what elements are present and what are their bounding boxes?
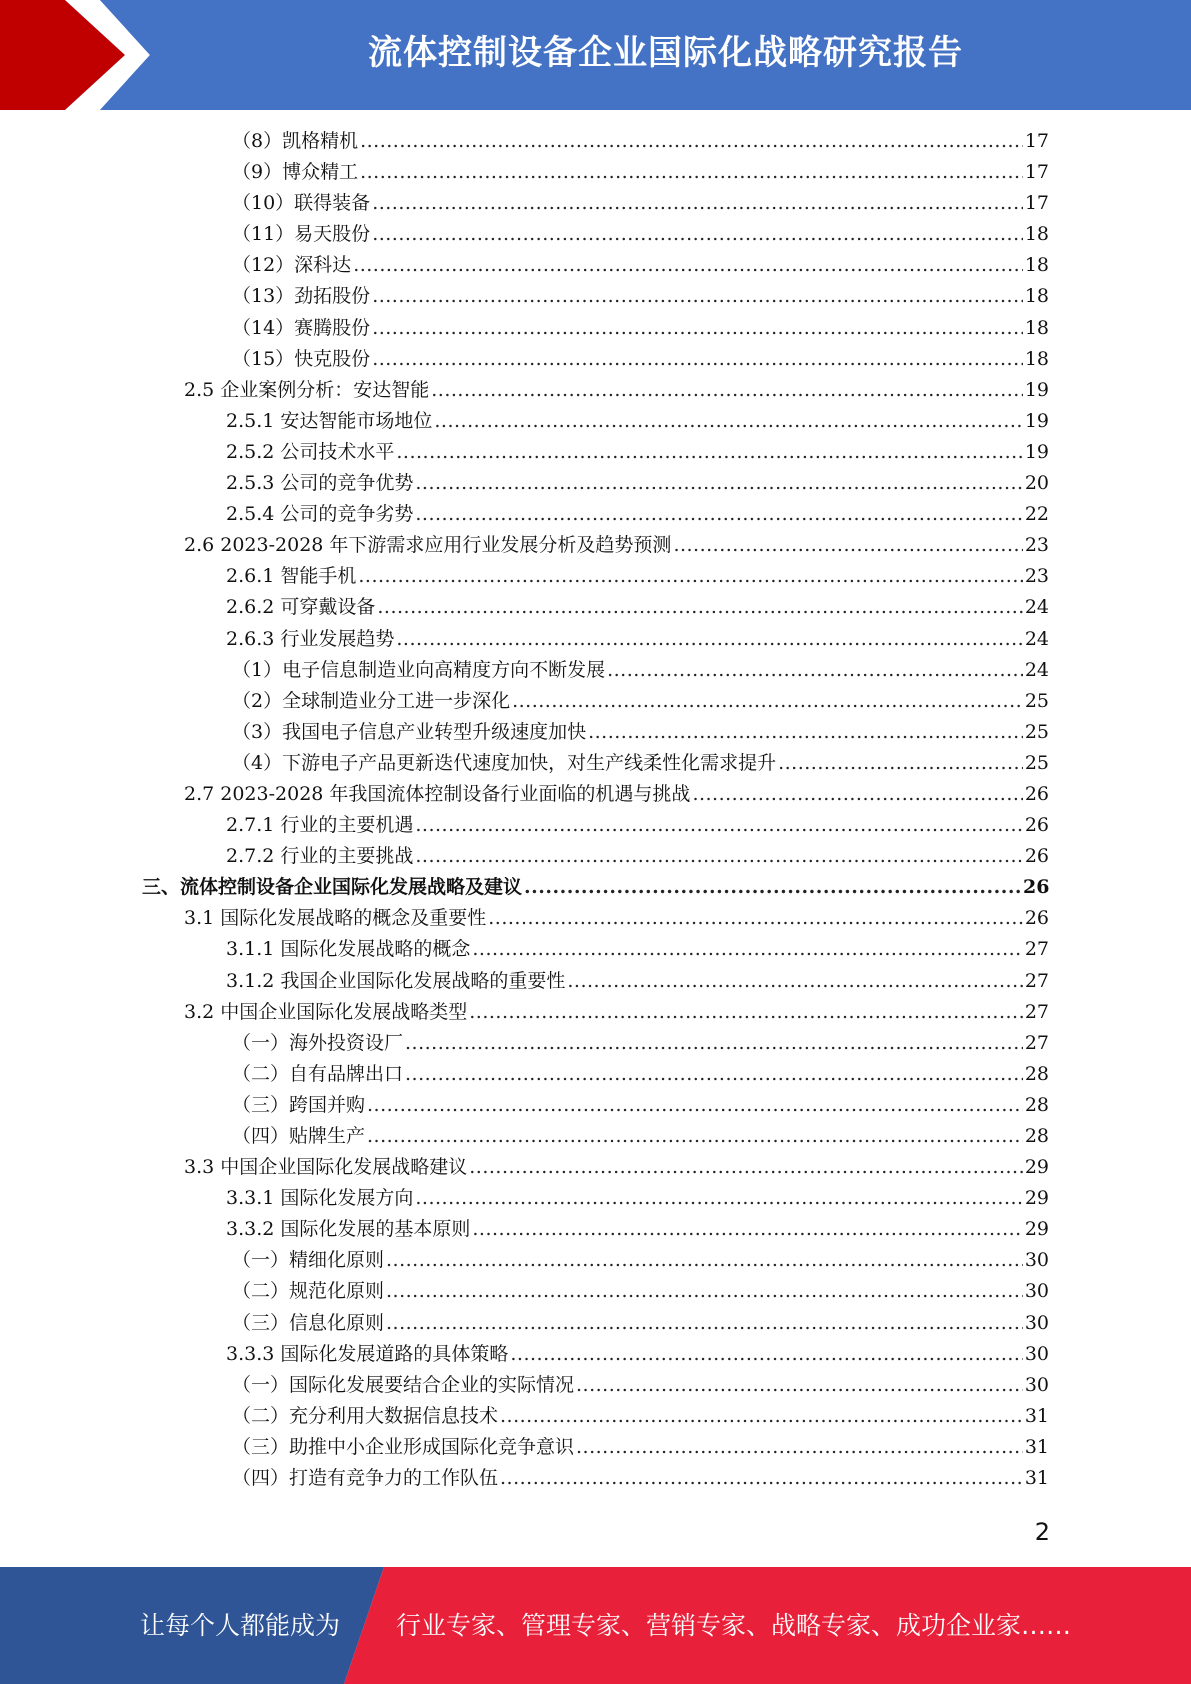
toc-entry-label: 3.1 国际化发展战略的概念及重要性: [184, 907, 487, 930]
toc-entry-page: 17: [1024, 161, 1049, 184]
toc-entry-label: 3.1.1 国际化发展战略的概念: [226, 938, 471, 961]
toc-dot-leader: [576, 1432, 1023, 1463]
toc-dot-leader: [500, 1463, 1023, 1494]
toc-entry[interactable]: [0, 250, 1191, 281]
toc-dot-leader: [415, 468, 1023, 499]
toc-entry-page: 23: [1024, 565, 1049, 588]
toc-dot-leader: [415, 841, 1023, 872]
toc-entry-label: （12）深科达: [232, 254, 352, 277]
toc-entry[interactable]: [0, 1245, 1191, 1276]
toc-entry[interactable]: [0, 406, 1191, 437]
toc-dot-leader: [360, 157, 1023, 188]
toc-entry[interactable]: [0, 1401, 1191, 1432]
toc-entry-label: （三）信息化原则: [232, 1311, 385, 1334]
toc-entry[interactable]: [0, 530, 1191, 561]
toc-entry[interactable]: [0, 779, 1191, 810]
toc-entry-page: 29: [1024, 1187, 1049, 1210]
toc-entry-label: （4）下游电子产品更新迭代速度加快，对生产线柔性化需求提升: [232, 751, 777, 774]
toc-entry[interactable]: [0, 1370, 1191, 1401]
toc-entry-label: （15）快克股份: [232, 347, 371, 370]
toc-entry-page: 25: [1024, 751, 1049, 774]
toc-dot-leader: [396, 437, 1023, 468]
toc-entry-label: 2.6 2023-2028 年下游需求应用行业发展分析及趋势预测: [184, 534, 672, 557]
toc-entry[interactable]: [0, 717, 1191, 748]
toc-entry-page: 31: [1024, 1435, 1049, 1458]
toc-entry-label: 2.5 企业案例分析：安达智能: [184, 378, 430, 401]
toc-entry[interactable]: [0, 375, 1191, 406]
toc-dot-leader: [576, 1370, 1023, 1401]
toc-entry-page: 24: [1024, 658, 1049, 681]
toc-dot-leader: [512, 686, 1023, 717]
toc-entry-label: （1）电子信息制造业向高精度方向不断发展: [232, 658, 606, 681]
toc-entry-label: 3.3.3 国际化发展道路的具体策略: [226, 1342, 509, 1365]
toc-entry-page: 23: [1024, 534, 1049, 557]
toc-entry-label: （3）我国电子信息产业转型升级速度加快: [232, 720, 587, 743]
toc-dot-leader: [367, 1121, 1023, 1152]
toc-dot-leader: [372, 281, 1023, 312]
toc-dot-leader: [353, 250, 1023, 281]
toc-entry[interactable]: [0, 468, 1191, 499]
toc-entry-label: 3.3 中国企业国际化发展战略建议: [184, 1156, 468, 1179]
toc-entry-label: 3.3.1 国际化发展方向: [226, 1187, 414, 1210]
toc-entry-page: 18: [1024, 223, 1049, 246]
toc-entry-page: 27: [1024, 938, 1049, 961]
toc-entry-label: 三、流体控制设备企业国际化发展战略及建议: [142, 876, 523, 899]
toc-dot-leader: [386, 1245, 1023, 1276]
toc-entry[interactable]: [0, 499, 1191, 530]
table-of-contents: [0, 126, 1191, 1494]
toc-dot-leader: [415, 1183, 1023, 1214]
toc-entry-label: （11）易天股份: [232, 223, 371, 246]
toc-entry[interactable]: [0, 1339, 1191, 1370]
toc-entry-page: 27: [1024, 1031, 1049, 1054]
toc-entry-page: 28: [1024, 1093, 1049, 1116]
toc-entry[interactable]: [0, 841, 1191, 872]
toc-dot-leader: [367, 1090, 1023, 1121]
toc-entry-page: 26: [1024, 782, 1049, 805]
footer-slogan-right: 行业专家、管理专家、营销专家、战略专家、成功企业家……: [396, 1611, 1072, 1640]
toc-entry-page: 30: [1024, 1342, 1049, 1365]
toc-entry[interactable]: [0, 966, 1191, 997]
toc-dot-leader: [524, 872, 1023, 903]
toc-entry-page: 28: [1024, 1062, 1049, 1085]
toc-entry[interactable]: [0, 157, 1191, 188]
toc-dot-leader: [386, 1276, 1023, 1307]
toc-dot-leader: [372, 344, 1023, 375]
toc-entry-label: （2）全球制造业分工进一步深化: [232, 689, 511, 712]
toc-entry[interactable]: [0, 1090, 1191, 1121]
toc-entry[interactable]: [0, 748, 1191, 779]
toc-entry[interactable]: [0, 561, 1191, 592]
toc-dot-leader: [567, 966, 1023, 997]
toc-dot-leader: [405, 1028, 1023, 1059]
footer-banner: [0, 1567, 1191, 1684]
toc-dot-leader: [386, 1308, 1023, 1339]
toc-entry-page: 27: [1024, 1000, 1049, 1023]
toc-dot-leader: [510, 1339, 1023, 1370]
toc-entry-page: 26: [1024, 907, 1049, 930]
toc-dot-leader: [488, 903, 1023, 934]
toc-entry-label: （一）海外投资设厂: [232, 1031, 404, 1054]
toc-entry-page: 30: [1024, 1280, 1049, 1303]
report-title: 流体控制设备企业国际化战略研究报告: [368, 33, 963, 73]
toc-dot-leader: [469, 997, 1023, 1028]
toc-entry-label: 2.6.3 行业发展趋势: [226, 627, 395, 650]
toc-entry[interactable]: [0, 1028, 1191, 1059]
toc-entry-label: （四）贴牌生产: [232, 1125, 366, 1147]
toc-entry[interactable]: [0, 188, 1191, 219]
toc-dot-leader: [415, 499, 1023, 530]
toc-entry-label: 3.3.2 国际化发展的基本原则: [226, 1218, 471, 1241]
toc-dot-leader: [500, 1401, 1023, 1432]
toc-entry[interactable]: [0, 934, 1191, 965]
toc-dot-leader: [588, 717, 1023, 748]
toc-entry-label: （8）凯格精机: [232, 130, 359, 152]
toc-entry-label: （一）精细化原则: [232, 1249, 385, 1272]
toc-entry-page: 19: [1024, 378, 1049, 401]
toc-entry-page: 18: [1024, 254, 1049, 277]
toc-entry-page: 25: [1024, 720, 1049, 743]
toc-entry[interactable]: [0, 686, 1191, 717]
toc-entry[interactable]: [0, 655, 1191, 686]
toc-entry-label: （二）规范化原则: [232, 1280, 385, 1303]
toc-entry[interactable]: [0, 903, 1191, 934]
toc-entry-label: 3.1.2 我国企业国际化发展战略的重要性: [226, 969, 566, 992]
toc-entry[interactable]: [0, 592, 1191, 623]
toc-entry-label: （二）自有品牌出口: [232, 1062, 404, 1085]
toc-entry-label: 2.7.2 行业的主要挑战: [226, 845, 414, 868]
toc-dot-leader: [692, 779, 1023, 810]
toc-entry-page: 17: [1024, 130, 1049, 152]
toc-entry-page: 26: [1023, 876, 1050, 899]
toc-dot-leader: [469, 1152, 1023, 1183]
toc-entry[interactable]: [0, 313, 1191, 344]
toc-entry-page: 20: [1024, 472, 1049, 495]
toc-entry[interactable]: [0, 997, 1191, 1028]
toc-entry-label: 2.7.1 行业的主要机遇: [226, 814, 414, 837]
toc-entry-label: （一）国际化发展要结合企业的实际情况: [232, 1373, 575, 1396]
toc-dot-leader: [360, 126, 1023, 157]
toc-dot-leader: [431, 375, 1023, 406]
toc-entry-page: 26: [1024, 845, 1049, 868]
toc-entry-page: 28: [1024, 1125, 1049, 1147]
toc-entry-page: 29: [1024, 1156, 1049, 1179]
toc-entry-label: （9）博众精工: [232, 161, 359, 184]
toc-entry-page: 27: [1024, 969, 1049, 992]
toc-entry-page: 18: [1024, 285, 1049, 308]
toc-entry[interactable]: [0, 1183, 1191, 1214]
toc-entry-page: 25: [1024, 689, 1049, 712]
toc-entry[interactable]: [0, 1276, 1191, 1307]
toc-dot-leader: [472, 1214, 1023, 1245]
toc-entry-label: （四）打造有竞争力的工作队伍: [232, 1467, 499, 1490]
toc-entry[interactable]: [0, 1308, 1191, 1339]
toc-dot-leader: [372, 188, 1023, 219]
toc-entry-page: 30: [1024, 1373, 1049, 1396]
toc-entry-label: （10）联得装备: [232, 192, 371, 215]
toc-entry-label: （13）劲拓股份: [232, 285, 371, 308]
toc-entry-page: 30: [1024, 1249, 1049, 1272]
toc-entry-page: 26: [1024, 814, 1049, 837]
toc-dot-leader: [372, 313, 1023, 344]
toc-entry-page: 19: [1024, 440, 1049, 463]
toc-entry-label: 2.5.3 公司的竞争优势: [226, 472, 414, 495]
page-number: 2: [1034, 1518, 1050, 1546]
toc-entry-page: 22: [1024, 503, 1049, 526]
toc-entry-label: （14）赛腾股份: [232, 316, 371, 339]
toc-entry[interactable]: [0, 281, 1191, 312]
toc-entry-page: 18: [1024, 347, 1049, 370]
toc-dot-leader: [396, 624, 1023, 655]
toc-entry-label: 2.6.1 智能手机: [226, 565, 357, 588]
toc-dot-leader: [607, 655, 1023, 686]
toc-entry-page: 18: [1024, 316, 1049, 339]
toc-entry-page: 30: [1024, 1311, 1049, 1334]
toc-entry[interactable]: [0, 872, 1191, 903]
toc-entry-page: 31: [1024, 1404, 1049, 1427]
toc-dot-leader: [778, 748, 1023, 779]
toc-dot-leader: [434, 406, 1023, 437]
toc-entry-page: 24: [1024, 627, 1049, 650]
toc-entry[interactable]: [0, 810, 1191, 841]
toc-dot-leader: [472, 934, 1023, 965]
toc-entry-label: （二）充分利用大数据信息技术: [232, 1404, 499, 1427]
toc-entry-label: 2.5.1 安达智能市场地位: [226, 409, 433, 432]
toc-entry[interactable]: [0, 126, 1191, 157]
toc-entry-label: 2.7 2023-2028 年我国流体控制设备行业面临的机遇与挑战: [184, 782, 691, 805]
toc-entry[interactable]: [0, 1432, 1191, 1463]
toc-entry[interactable]: [0, 1463, 1191, 1494]
toc-entry-label: （三）跨国并购: [232, 1093, 366, 1116]
toc-entry-label: 2.6.2 可穿戴设备: [226, 596, 376, 619]
toc-entry[interactable]: [0, 1214, 1191, 1245]
toc-entry[interactable]: [0, 1059, 1191, 1090]
toc-entry[interactable]: [0, 624, 1191, 655]
toc-entry-label: 2.5.4 公司的竞争劣势: [226, 503, 414, 526]
toc-entry-label: 2.5.2 公司技术水平: [226, 440, 395, 463]
toc-entry[interactable]: [0, 437, 1191, 468]
toc-dot-leader: [405, 1059, 1023, 1090]
toc-dot-leader: [358, 561, 1023, 592]
toc-entry-label: （三）助推中小企业形成国际化竞争意识: [232, 1435, 575, 1458]
toc-entry-page: 29: [1024, 1218, 1049, 1241]
toc-dot-leader: [415, 810, 1023, 841]
toc-entry-page: 24: [1024, 596, 1049, 619]
toc-entry[interactable]: [0, 344, 1191, 375]
toc-entry-page: 19: [1024, 409, 1049, 432]
toc-dot-leader: [673, 530, 1023, 561]
toc-entry[interactable]: [0, 1152, 1191, 1183]
toc-dot-leader: [377, 592, 1023, 623]
report-header: [0, 0, 1191, 110]
toc-dot-leader: [372, 219, 1023, 250]
toc-entry-page: 31: [1024, 1467, 1049, 1490]
toc-entry[interactable]: [0, 1121, 1191, 1152]
footer-slogan-left: 让每个人都能成为: [140, 1611, 341, 1640]
toc-entry[interactable]: [0, 219, 1191, 250]
toc-entry-label: 3.2 中国企业国际化发展战略类型: [184, 1000, 468, 1023]
toc-entry-page: 17: [1024, 192, 1049, 215]
